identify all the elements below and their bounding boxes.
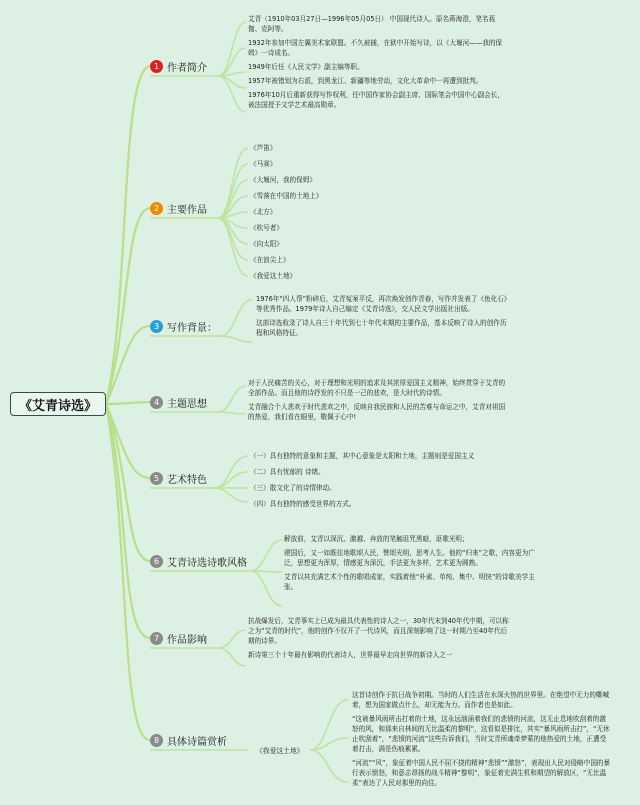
background-text: 这部诗选收录了诗人自三十年代到七十年代末期的主要作品，基本反映了诗人的创作历程和风格特征。 [256,319,507,337]
work-item: 《雪落在中国的土地上》 [250,192,323,200]
author-text: 艾青（1910年03月27日—1996年05月05日） 中国现代诗人。原名蒋海澄，笔名莪伽、克阿等。 [248,15,496,33]
feature-item: （一）具有独特的意象和主题，其中心意象是太阳和土地，主题则是爱国主义 [250,452,475,460]
feature-item: （四）具有独特的感受世界的方式。 [250,500,356,508]
branch-background[interactable] [150,316,217,336]
style-details [284,534,538,596]
author-details [248,14,508,114]
branch-theme[interactable] [150,392,207,412]
work-item: 《大堰河，我的保姆》 [250,176,316,184]
branch-label: 写作背景： [167,322,217,334]
branch-influence[interactable] [150,628,207,648]
branch-author-intro[interactable] [150,56,207,76]
root-node[interactable] [10,392,106,416]
style-text: 解放前，艾青以深沉、激越、奔放的笔触诅咒黑暗，讴歌光明； [284,535,469,543]
influence-text: 新诗第三个十年最有影响的代表诗人，世界最早走向世界的新诗人之一 [248,651,453,659]
root-title: 《艾青诗选》 [18,398,97,414]
theme-text: 对于人民痛苦的关心，对于理想和光明的追求及其浓厚爱国主义精神，始终贯穿于艾青的全部作品。而且他的诗抒发的不只是一己的悲欢，是大时代的诗情。 [248,379,506,397]
branch-poem-analysis[interactable] [150,730,227,750]
branch-poetry-style[interactable] [150,551,247,571]
feature-item: （三）散文化了的诗情律动。 [250,484,336,492]
works-list [250,140,410,284]
branch-label: 具体诗篇赏析 [167,736,227,748]
number-badge: 1 [150,60,163,73]
number-badge: 5 [150,472,163,485]
number-badge: 2 [150,202,163,215]
branch-label: 主题思想 [167,398,207,410]
number-badge: 3 [150,320,163,333]
theme-details [248,378,510,426]
number-badge: 8 [150,734,163,747]
analysis-text: 这首诗创作于抗日战争初期。当时的人们生活在水深火热的世界里。在绝望中无力的嘶喊着，想为国家做点什么，却无能为力。而作者也是如此。 [352,691,610,709]
branch-art-features[interactable] [150,468,207,488]
work-item: 《我爱这土地》 [250,272,297,280]
background-details [256,294,512,342]
work-item: 《马赛》 [250,160,277,168]
branch-label: 艺术特色 [167,474,207,486]
influence-text: 抗战爆发后，艾青事实上已成为最具代表性的诗人之一，30年代末到40年代中期，可以称之为“艾青的时代”，他的创作不仅开了一代诗风，而且深刻影响了这一时期乃至40年代后期的诗界。 [248,617,509,645]
style-text: 艾青以其充满艺术个性的歌唱成家，实践着他“朴素、单纯、集中、明快”的诗歌美学主张。 [284,573,535,591]
branch-label: 作者简介 [167,62,207,74]
analysis-text: “河流”“风”，象征着中国人民不屈不挠的精神“悲愤”“激怒”，表现出人民对侵略中国的暴行表示愤怒，和意志昂扬的战斗精神“黎明”，象征着充满生机和期望的解放区，“无比温柔”表达了人民对那里的向往。 [352,759,611,787]
poem-title: 《我爱这土地》 [256,747,304,755]
style-text: 建国后，又一如既往地歌颂人民，赞颂光明，思考人生。他的“归来”之歌，内容更为广泛，思想更为浑厚，情感更为深沉，手法更为多样，艺术更为圆熟。 [284,549,535,567]
features-list [250,448,510,512]
work-item: 《在浪尖上》 [250,256,290,264]
branch-main-works[interactable] [150,198,207,218]
feature-item: （二）具有忧郁的 诗绪。 [250,468,325,476]
influence-details [248,616,510,664]
work-item: 《北方》 [250,208,277,216]
author-text: 1976年10月后重新获得写作权利，任中国作家协会副主席、国际笔会中国中心副会长，被法国授予文学艺术最高勋章。 [248,91,504,109]
work-item: 《向太阳》 [250,240,283,248]
branch-label: 主要作品 [167,204,207,216]
number-badge: 4 [150,396,163,409]
work-item: 《芦笛》 [250,144,277,152]
analysis-text: “这被暴风雨所击打着的土地，这永远汹涌着我们的悲愤的河流，这无止息地吹刮着的激怒的风，和那来自林间的无比温柔的黎明”，这看似是排比，其实“暴风雨所击打”，“无休止吹刮着”，“悲愤的河流”这些告诉我们，当时艾青所魂牵梦萦的他热爱的土地，正遭受着打击，满是伤痕累累。 [352,715,610,753]
author-text: 1949年后任《人民文学》副主编等职。 [248,63,364,71]
branch-label: 作品影响 [167,634,207,646]
author-text: 1932年参加中国左翼美术家联盟。不久被捕，在狱中开始写诗，以《大堰河——我的保姆》一诗成名。 [248,39,503,57]
branch-label: 艾青诗选诗歌风格 [167,557,247,569]
background-text: 1976年“四人帮”粉碎后，艾青冤案平反，再次焕发创作青春，写作并发表了《鱼化石》等优秀作品。1979年诗人自己编定《艾青诗选》，交人民文学出版社出版。 [256,295,511,313]
number-badge: 6 [150,555,163,568]
theme-text: 艾青融合个人悲欢于时代悲欢之中，反映自我民族和人民的苦难与命运之中，艾青对祖国的热爱，我们看在眼里，敬佩于心中! [248,403,506,421]
work-item: 《吹号者》 [250,224,283,232]
analysis-details [352,690,612,792]
author-text: 1957年被错划为右派，到黑龙江、新疆等地劳动，文化大革命中一再遭到批判。 [248,77,483,85]
number-badge: 7 [150,632,163,645]
